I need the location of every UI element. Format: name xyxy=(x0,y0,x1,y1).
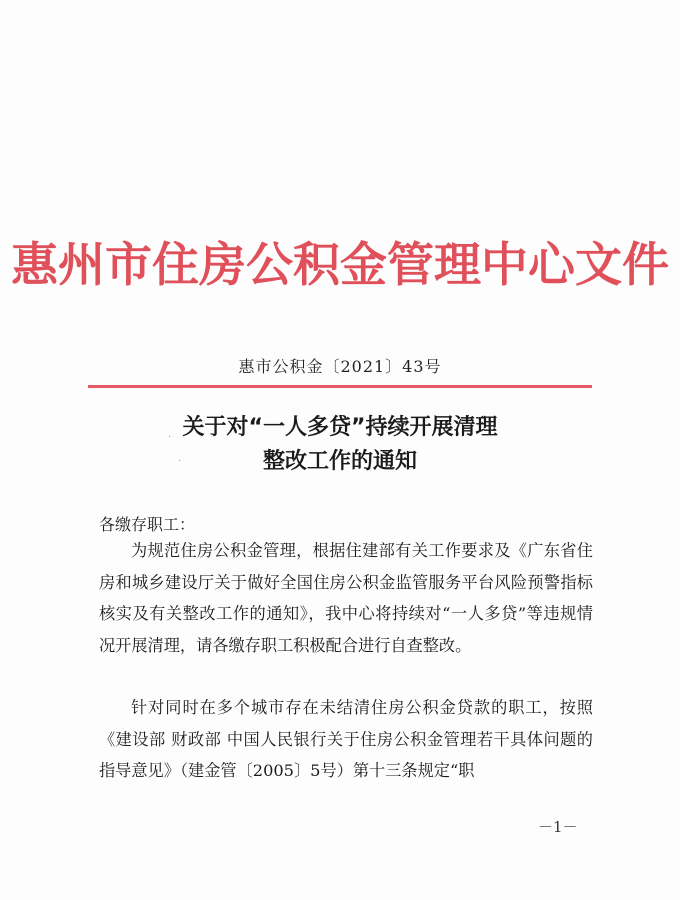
body-paragraph-2: 针对同时在多个城市存在未结清住房公积金贷款的职工，按照《建设部 财政部 中国人民银行关于住房公积金管理若干具体问题的指导意见》（建金管〔2005〕5号）第十三条规定“职 xyxy=(99,698,593,780)
red-divider-line xyxy=(88,385,592,388)
notice-title-line-2: 整改工作的通知 xyxy=(262,449,417,474)
body-paragraph-1: 为规范住房公积金管理，根据住建部有关工作要求及《广东省住房和城乡建设厅关于做好全国住房公积金监管服务平台风险预警指标核实及有关整改工作的通知》，我中心将持续对“一人多贷”等违规情况开展清理，请各缴存职工积极配合进行自查整改。 xyxy=(99,541,593,655)
document-number: 惠市公积金〔2021〕43号 xyxy=(238,357,442,376)
stamp-mark: · xyxy=(168,432,172,443)
stamp-mark: · xyxy=(178,456,182,467)
notice-title-line-1: 关于对“一人多贷”持续开展清理 xyxy=(182,415,498,440)
issuing-authority-title: 惠州市住房公积金管理中心文件 xyxy=(11,238,669,293)
salutation: 各缴存职工： xyxy=(99,515,196,534)
page-number: －1－ xyxy=(538,818,578,836)
